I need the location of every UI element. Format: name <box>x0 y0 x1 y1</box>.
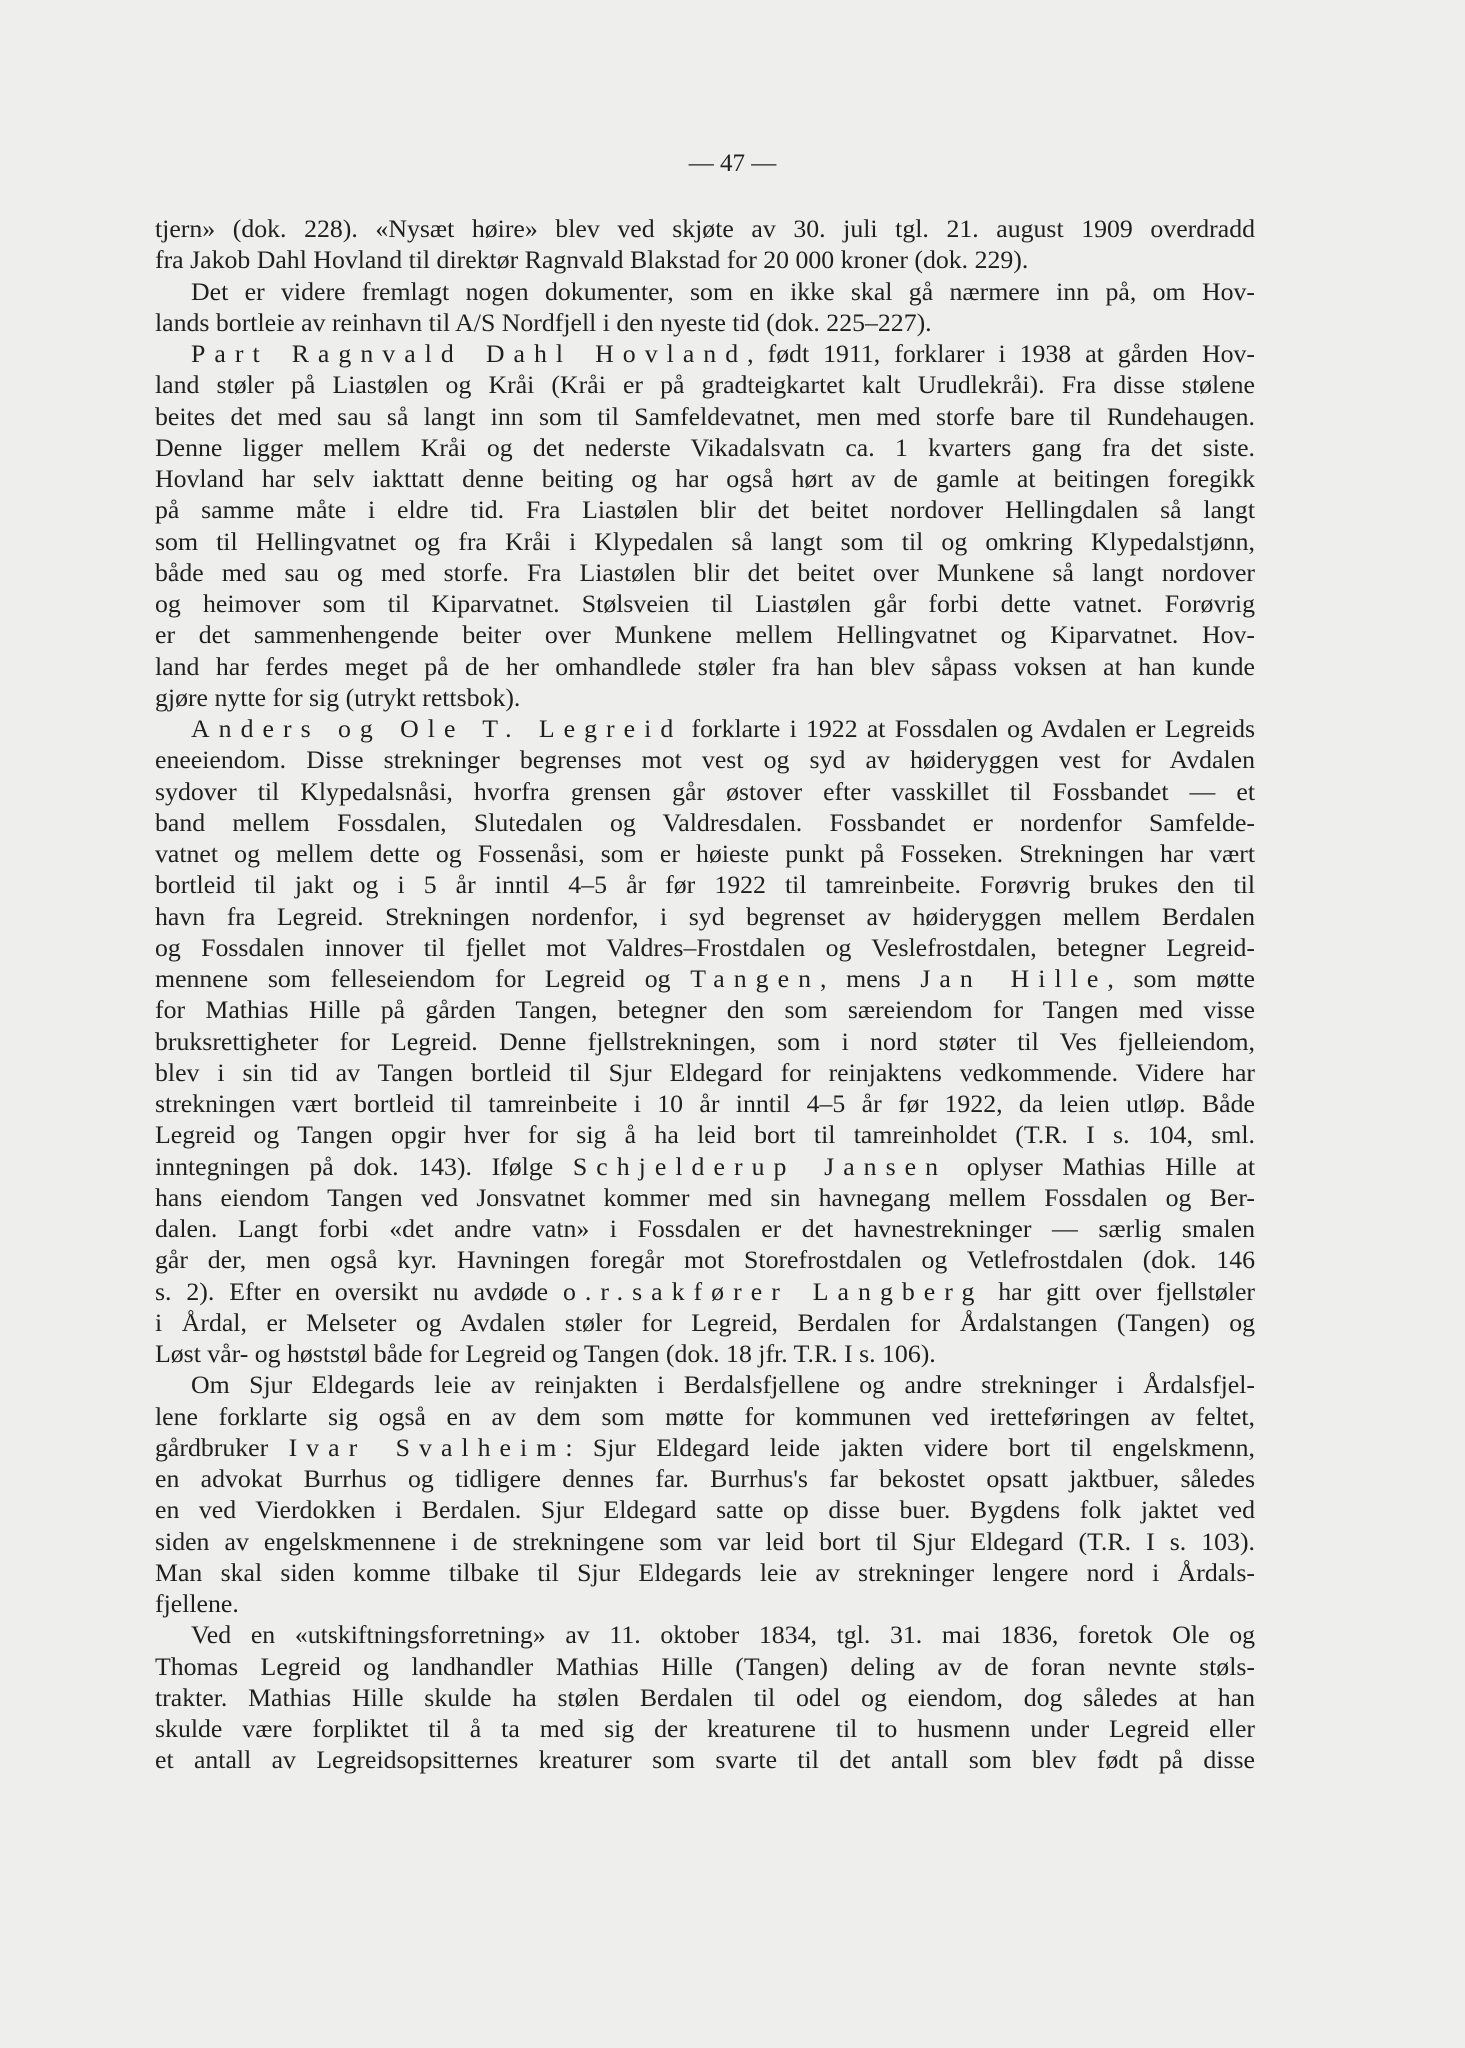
text-line <box>155 963 1255 994</box>
text-line: sydover til Klypedalsnåsi, hvorfra grensen går østover efter vasskillet til Fossbandet — et <box>155 776 1255 806</box>
spaced-name: Ivar Svalheim <box>288 1432 566 1462</box>
text-line: fjellene. <box>155 1589 239 1618</box>
text-line: både med sau og med storfe. Fra Liastølen blir det beitet over Munkene så langt nordover <box>155 557 1255 587</box>
page-number: — 47 — <box>688 150 777 177</box>
text-line: Thomas Legreid og landhandler Mathias Hille (Tangen) deling av de foran nevnte støls- <box>155 1651 1255 1681</box>
text-line: og heimover som til Kiparvatnet. Stølsveien til Liastølen går forbi dette vatnet. Forøvrig <box>155 589 1255 618</box>
text-line: en advokat Burrhus og tidligere dennes far. Burrhus's far bekostet opsatt jaktbuer, således <box>155 1464 1255 1493</box>
text-line: vatnet og mellem dette og Fossenåsi, som er høieste punkt på Fosseken. Strekningen har vært <box>155 839 1255 868</box>
text-line: skulde være forpliktet til å ta med sig der kreaturene til to husmenn under Legreid eller <box>155 1714 1255 1743</box>
text-line: en ved Vierdokken i Berdalen. Sjur Eldegard satte op disse buer. Bygdens folk jaktet ved <box>155 1495 1255 1525</box>
text-line: eneeiendom. Disse strekninger begrenses mot vest og syd av høideryggen vest for Avdalen <box>155 745 1255 775</box>
text-span: s. 2). Efter en oversikt nu avdøde <box>155 1276 563 1306</box>
spaced-name: Anders og Ole T. Legreid <box>191 714 683 743</box>
text-line <box>155 713 1255 744</box>
text-line: siden av engelskmennene i de strekningene som var leid bort til Sjur Eldegard (T.R. I s. 103). <box>155 1526 1255 1556</box>
text-line: havn fra Legreid. Strekningen nordenfor, i syd begrenset av høideryggen mellem Berdalen <box>155 901 1255 931</box>
text-span: har gitt over fjellstøler <box>983 1276 1255 1306</box>
text-line: lene forklarte sig også en av dem som møtte for kommunen ved iretteføringen av feltet, <box>155 1401 1255 1431</box>
text-line: Det er videre fremlagt nogen dokumenter, som en ikke skal gå nærmere inn på, om Hov- <box>191 276 1255 306</box>
text-line <box>155 338 1255 369</box>
spaced-name: Part Ragnvald Dahl Hovland <box>191 339 748 368</box>
text-line: bortleid til jakt og i 5 år inntil 4–5 år før 1922 til tamreinbeite. Forøvrig brukes den til <box>155 870 1255 900</box>
text-line: land har ferdes meget på de her omhandlede støler fra han blev såpass voksen at han kunde <box>155 651 1255 681</box>
text-line: som til Hellingvatnet og fra Kråi i Klypedalen så langt som til og omkring Klypedalstjønn, <box>155 526 1255 556</box>
text-line: Man skal siden komme tilbake til Sjur Eldegards leie av strekninger lengere nord i Årdals- <box>155 1557 1255 1587</box>
text-line: Om Sjur Eldegards leie av reinjakten i Berdalsfjellene og andre strekninger i Årdalsfjel- <box>191 1370 1255 1400</box>
text-line <box>155 1276 1255 1307</box>
spaced-name: Jan Hille <box>920 964 1108 993</box>
text-line: hans eiendom Tangen ved Jonsvatnet kommer med sin havnegang mellem Fossdalen og Ber- <box>155 1182 1255 1212</box>
text-span: : Sjur Eldegard leide jakten videre bort til engelskmenn, <box>565 1432 1255 1462</box>
text-span: inntegningen på dok. 143). Ifølge <box>155 1151 573 1181</box>
text-line: tjern» (dok. 228). «Nysæt høire» blev ved skjøte av 30. juli tgl. 21. august 1909 overdradd <box>155 214 1255 243</box>
text-line: Legreid og Tangen opgir hver for sig å ha leid bort til tamreinholdet (T.R. I s. 104, sml. <box>155 1120 1255 1150</box>
text-line <box>155 1151 1255 1182</box>
text-line <box>155 1432 1255 1463</box>
text-span: forklarte i 1922 at Fossdalen og Avdalen er Legreids <box>682 714 1255 743</box>
text-line: strekningen vært bortleid til tamreinbeite i 10 år inntil 4–5 år før 1922, da leien utløp. Både <box>155 1089 1255 1118</box>
text-line: bruksrettigheter for Legreid. Denne fjellstrekningen, som i nord støter til Ves fjelleiendom, <box>155 1026 1255 1056</box>
text-line: Hovland har selv iakttatt denne beiting og har også hørt av de gamle at beitingen foregikk <box>155 464 1255 493</box>
text-line: og Fossdalen innover til fjellet mot Valdres–Frostdalen og Veslefrostdalen, betegner Legreid- <box>155 932 1255 962</box>
text-line: er det sammenhengende beiter over Munkene mellem Hellingvatnet og Kiparvatnet. Hov- <box>155 620 1255 650</box>
text-line: land støler på Liastølen og Kråi (Kråi er på gradteigkartet kalt Urudlekråi). Fra disse stølene <box>155 370 1255 400</box>
text-span: , mens <box>820 964 921 993</box>
text-line: band mellem Fossdalen, Slutedalen og Valdresdalen. Fossbandet er nordenfor Samfelde- <box>155 807 1255 837</box>
text-line: Løst vår- og høststøl både for Legreid og Tangen (dok. 18 jfr. T.R. I s. 106). <box>155 1339 936 1368</box>
text-span: mennene som felleseiendom for Legreid og <box>155 964 691 993</box>
body-text <box>155 213 1255 1776</box>
text-line: går der, men også kyr. Havningen foregår mot Storefrostdalen og Vetlefrostdalen (dok. 146 <box>155 1245 1255 1275</box>
text-line: fra Jakob Dahl Hovland til direktør Ragnvald Blakstad for 20 000 kroner (dok. 229). <box>155 245 1029 275</box>
spaced-name: Schjelderup Jansen <box>572 1151 948 1181</box>
text-span: , født 1911, forklarer i 1938 at gården Hov- <box>747 339 1255 368</box>
spaced-name: o.r.sakfører Langberg <box>563 1276 984 1306</box>
text-span: oplyser Mathias Hille at <box>947 1151 1255 1181</box>
text-line: beites det med sau så langt inn som til Samfeldevatnet, men med storfe bare til Rundehaugen. <box>155 401 1255 431</box>
text-line: for Mathias Hille på gården Tangen, betegner den som særeiendom for Tangen med visse <box>155 995 1255 1025</box>
spaced-name: Tangen <box>690 964 820 993</box>
text-line: Denne ligger mellem Kråi og det nederste Vikadalsvatn ca. 1 kvarters gang fra det siste. <box>155 432 1255 462</box>
text-span: gårdbruker <box>155 1432 289 1462</box>
text-line: gjøre nytte for sig (utrykt rettsbok). <box>155 682 521 712</box>
text-line: dalen. Langt forbi «det andre vatn» i Fossdalen er det havnestrekninger — særlig smalen <box>155 1214 1255 1243</box>
text-line: lands bortleie av reinhavn til A/S Nordfjell i den nyeste tid (dok. 225–227). <box>155 307 932 337</box>
text-line: Ved en «utskiftningsforretning» av 11. oktober 1834, tgl. 31. mai 1836, foretok Ole og <box>191 1620 1255 1650</box>
text-line: i Årdal, er Melseter og Avdalen støler for Legreid, Berdalen for Årdalstangen (Tangen) og <box>155 1307 1255 1337</box>
text-line: på samme måte i eldre tid. Fra Liastølen blir det beitet nordover Hellingdalen så langt <box>155 495 1255 525</box>
text-span: , som møtte <box>1107 964 1255 993</box>
text-line: et antall av Legreidsopsitternes kreaturer som svarte til det antall som blev født på disse <box>155 1745 1255 1775</box>
text-line: blev i sin tid av Tangen bortleid til Sjur Eldegard for reinjaktens vedkommende. Videre har <box>155 1057 1255 1087</box>
text-line: trakter. Mathias Hille skulde ha stølen Berdalen til odel og eiendom, dog således at han <box>155 1682 1255 1712</box>
